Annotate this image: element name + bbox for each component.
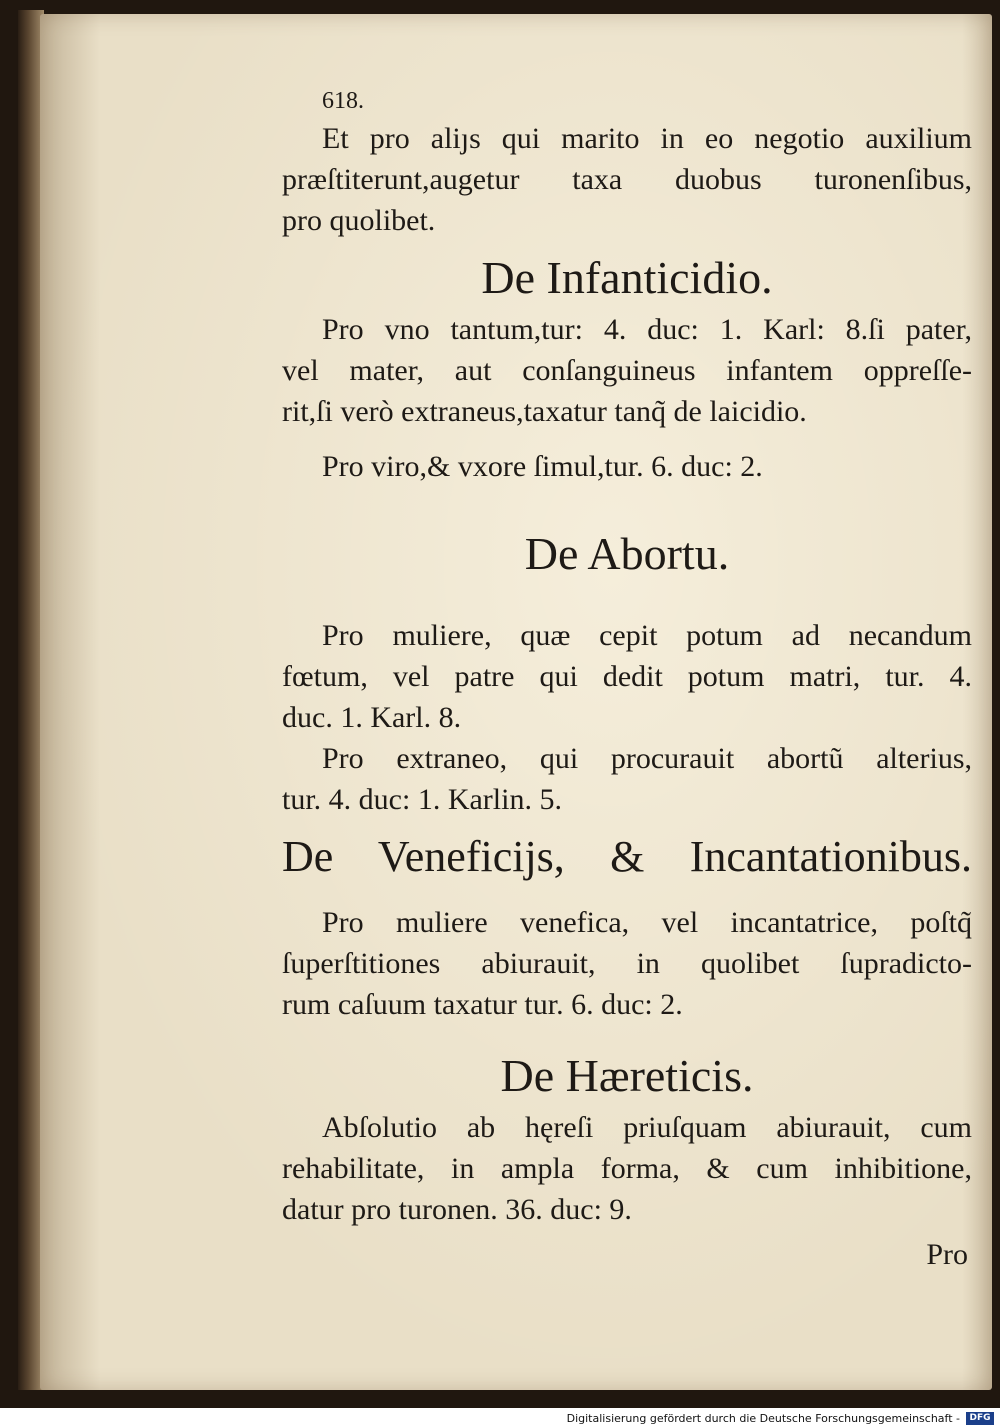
text-line: pro quolibet.	[282, 204, 436, 237]
text-line: Pro viro,& vxore ſimul,tur. 6. duc: 2.	[322, 450, 763, 483]
text-line: ſuperſtitiones abiurauit, in quolibet ſupradicto-	[282, 947, 972, 980]
section-heading-infanticidio: De Infanticidio.	[481, 252, 773, 303]
dfg-logo: DFG	[966, 1412, 994, 1425]
text-line: Pro muliere venefica, vel incantatrice, poſtq̃	[322, 906, 972, 939]
text-line: fœtum, vel patre qui dedit potum matri, tur. 4.	[282, 660, 972, 693]
text-line: Pro muliere, quæ cepit potum ad necandum	[322, 619, 972, 652]
section-heading-abortu: De Abortu.	[524, 528, 730, 579]
text-line: vel mater, aut conſanguineus infantem oppreſſe-	[282, 354, 972, 387]
text-line: rit,ſi verò extraneus,taxatur tanq̃ de laicidio.	[282, 395, 807, 428]
catchword: Pro	[926, 1238, 968, 1271]
text-line: præſtiterunt,augetur taxa duobus turonenſibus,	[282, 163, 972, 196]
text-line: duc. 1. Karl. 8.	[282, 701, 462, 734]
text-line: datur pro turonen. 36. duc: 9.	[282, 1193, 632, 1226]
text-line: rum caſuum taxatur tur. 6. duc: 2.	[282, 988, 683, 1021]
text-line: Et pro aliȷs qui marito in eo negotio auxilium	[322, 122, 972, 155]
funding-credit: Digitalisierung gefördert durch die Deutsche Forschungsgemeinschaft -	[566, 1412, 960, 1425]
digitization-footer	[0, 1408, 1000, 1428]
section-heading-veneficijs: De Veneficijs, & Incantationibus.	[282, 832, 972, 881]
text-line: tur. 4. duc: 1. Karlin. 5.	[282, 783, 562, 816]
section-heading-haereticis: De Hæreticis.	[500, 1050, 754, 1101]
text-line: Pro extraneo, qui procurauit abortũ alterius,	[322, 742, 972, 775]
text-line: Abſolutio ab hęreſi priuſquam abiurauit, cum	[322, 1111, 972, 1144]
text-line: Pro vno tantum,tur: 4. duc: 1. Karl: 8.ſi pater,	[322, 313, 972, 346]
page-text	[282, 84, 972, 1275]
page-number: 618.	[322, 88, 364, 114]
text-line: rehabilitate, in ampla forma, & cum inhibitione,	[282, 1152, 972, 1185]
